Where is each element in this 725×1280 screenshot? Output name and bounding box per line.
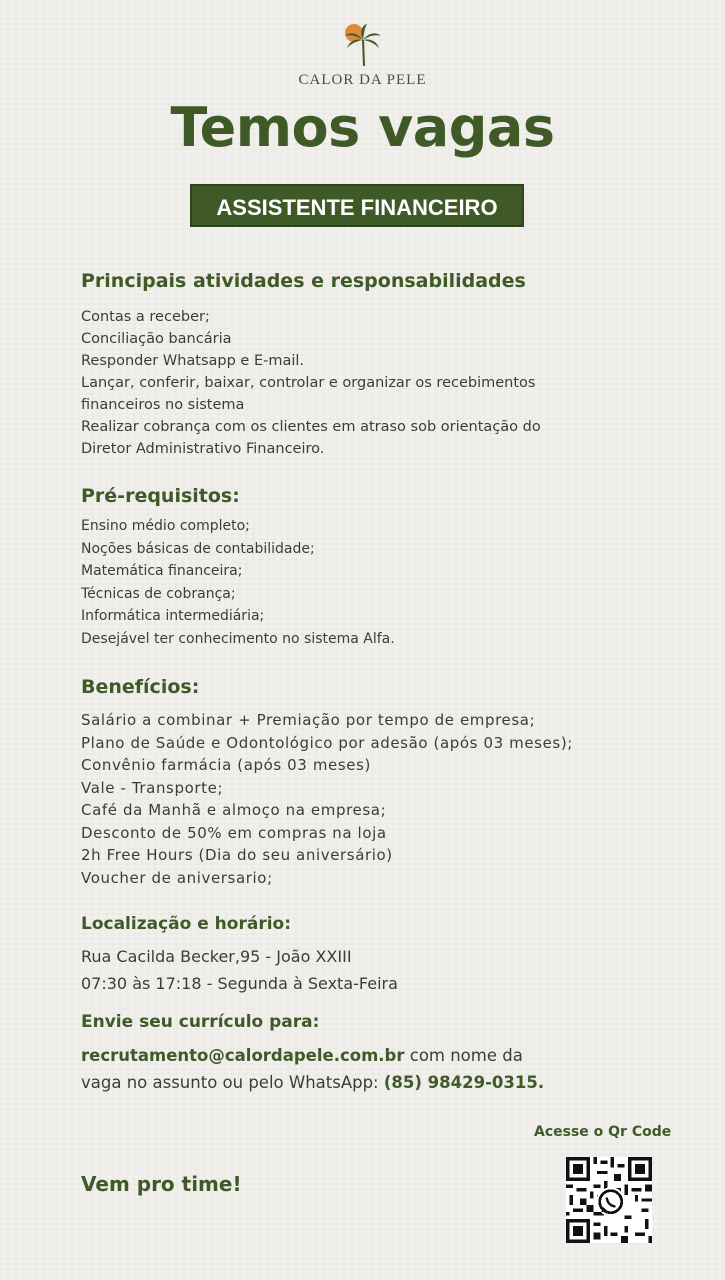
list-item: Desejável ter conhecimento no sistema Alfa.: [81, 630, 395, 647]
contact-text-part: vaga no assunto ou pelo WhatsApp:: [81, 1073, 384, 1092]
benefits-list: [81, 709, 573, 889]
activities-heading: Principais atividades e responsabilidades: [81, 270, 526, 292]
address: Rua Cacilda Becker,95 - João XXIII: [81, 947, 352, 966]
contact-heading: Envie seu currículo para:: [81, 1012, 320, 1032]
list-item: Conciliação bancária: [81, 331, 232, 347]
requirements-heading: Pré-requisitos:: [81, 485, 240, 507]
list-item: Informática intermediária;: [81, 608, 265, 624]
list-item: 2h Free Hours (Dia do seu aniversário): [81, 846, 393, 864]
list-item: Convênio farmácia (após 03 meses): [81, 756, 371, 774]
list-item: Voucher de aniversario;: [81, 868, 273, 887]
activities-list: [81, 306, 541, 460]
list-item: Lançar, conferir, baixar, controlar e organizar os recebimentos: [81, 375, 536, 391]
contact-text: [81, 1042, 544, 1096]
list-item: Responder Whatsapp e E-mail.: [81, 353, 305, 369]
list-item: Técnicas de cobrança;: [81, 585, 236, 602]
page-title: Temos vagas: [170, 96, 555, 159]
list-item: Diretor Administrativo Financeiro.: [81, 441, 325, 457]
list-item: financeiros no sistema: [81, 397, 245, 413]
list-item: Contas a receber;: [81, 309, 210, 325]
list-item: Matemática financeira;: [81, 563, 243, 579]
qr-label: Acesse o Qr Code: [534, 1124, 672, 1140]
requirements-list: [81, 515, 395, 650]
list-item: Salário a combinar + Premiação por tempo de empresa;: [81, 711, 536, 729]
benefits-heading: Benefícios:: [81, 676, 200, 698]
whatsapp-icon: [596, 1187, 625, 1216]
list-item: Vale - Transporte;: [81, 778, 224, 797]
brand-name: CALOR DA PELE: [298, 72, 427, 88]
list-item: Desconto de 50% em compras na loja: [81, 823, 387, 842]
job-title-badge: ASSISTENTE FINANCEIRO: [190, 184, 524, 227]
location-details: [81, 943, 398, 997]
list-item: Café da Manhã e almoço na empresa;: [81, 801, 387, 819]
contact-text-part: com nome da: [404, 1046, 523, 1065]
call-to-action: Vem pro time!: [81, 1172, 242, 1196]
brand-logo: [0, 20, 725, 89]
list-item: Ensino médio completo;: [81, 518, 250, 534]
location-heading: Localização e horário:: [81, 914, 292, 934]
phone-link[interactable]: (85) 98429-0315.: [383, 1073, 545, 1092]
working-hours: 07:30 às 17:18 - Segunda à Sexta-Feira: [81, 974, 398, 993]
palm-tree-sun-icon: [341, 20, 385, 68]
list-item: Realizar cobrança com os clientes em atraso sob orientação do: [81, 419, 541, 435]
list-item: Noções básicas de contabilidade;: [81, 540, 315, 557]
list-item: Plano de Saúde e Odontológico por adesão (após 03 meses);: [81, 733, 573, 752]
email-link[interactable]: recrutamento@calordapele.com.br: [81, 1046, 405, 1065]
qr-code[interactable]: [566, 1157, 652, 1243]
